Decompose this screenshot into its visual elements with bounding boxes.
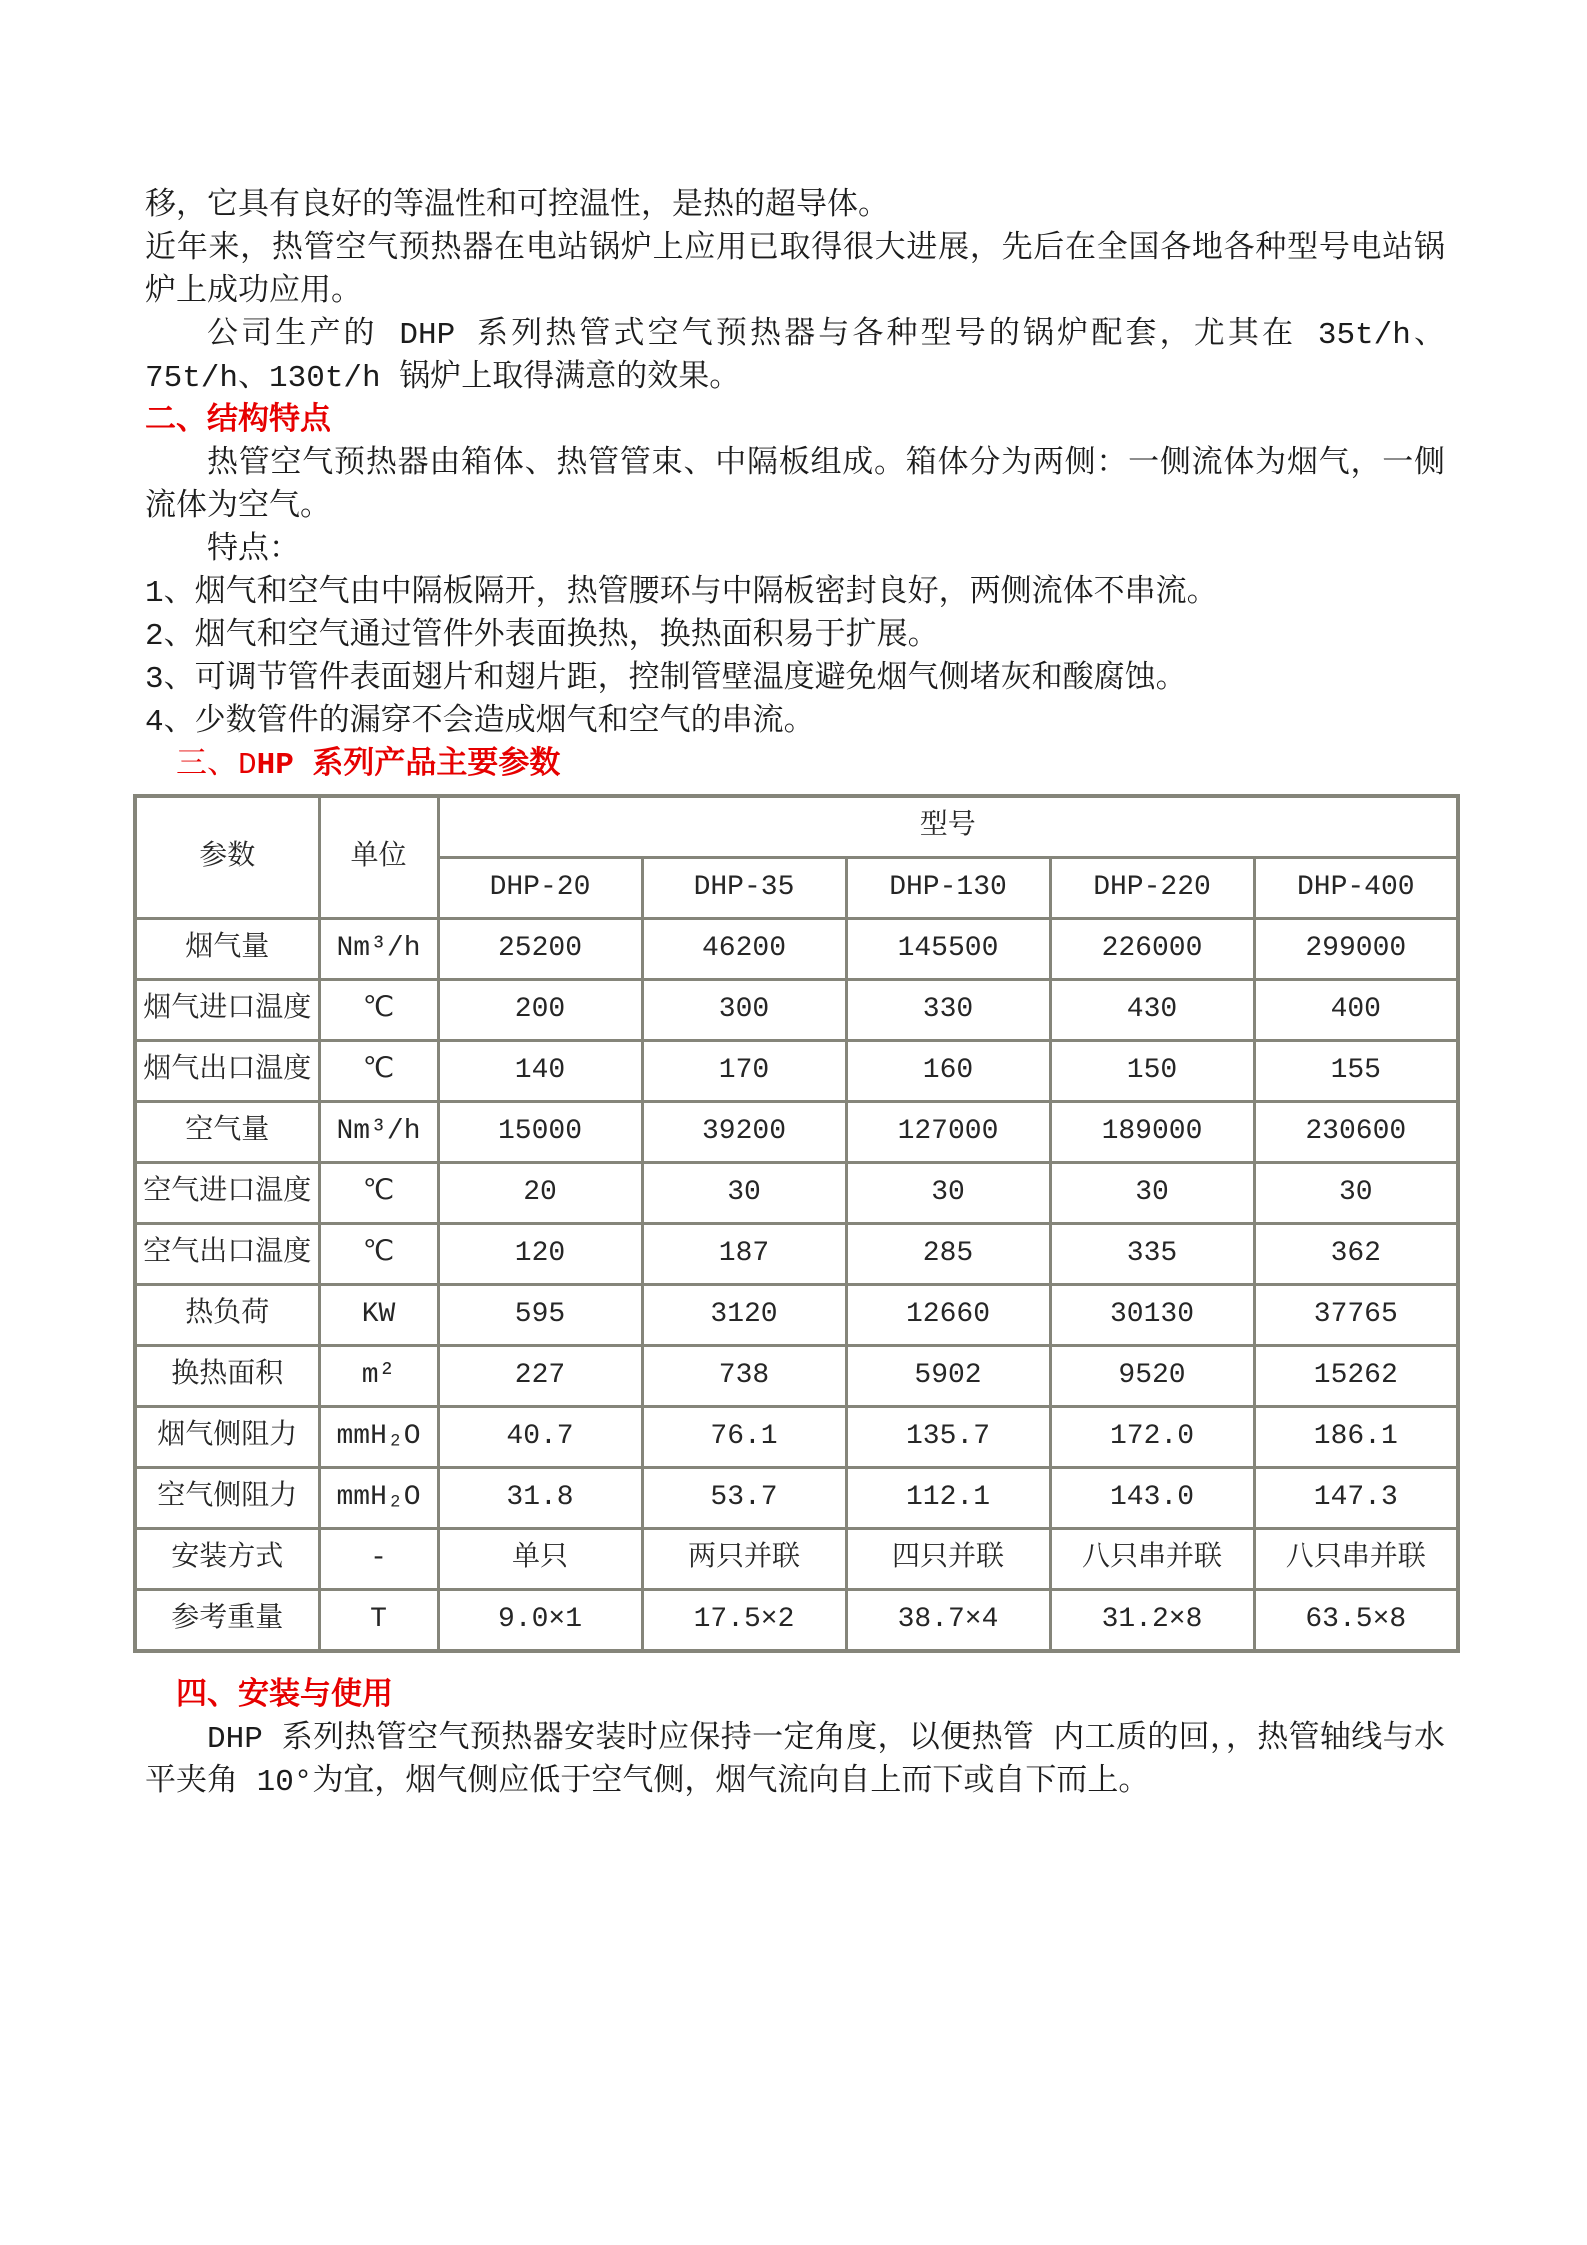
- value-cell: 25200: [438, 919, 642, 980]
- section-heading-3-prefix: 三、D: [176, 748, 257, 783]
- param-cell: 空气进口温度: [135, 1163, 319, 1224]
- value-cell: 两只并联: [642, 1529, 846, 1590]
- model-header-dhp-220: DHP-220: [1050, 858, 1254, 919]
- value-cell: 20: [438, 1163, 642, 1224]
- value-cell: 300: [642, 980, 846, 1041]
- parameters-table: [133, 794, 1460, 1653]
- value-cell: 140: [438, 1041, 642, 1102]
- value-cell: 9.0×1: [438, 1590, 642, 1652]
- feature-item-4: 4、少数管件的漏穿不会造成烟气和空气的串流。: [145, 705, 815, 740]
- value-cell: 112.1: [846, 1468, 1050, 1529]
- value-cell: 330: [846, 980, 1050, 1041]
- value-cell: 145500: [846, 919, 1050, 980]
- value-cell: 40.7: [438, 1407, 642, 1468]
- value-cell: 172.0: [1050, 1407, 1254, 1468]
- value-cell: 39200: [642, 1102, 846, 1163]
- value-cell: 186.1: [1254, 1407, 1458, 1468]
- paragraph-recent-progress: 近年来，热管空气预热器在电站锅炉上应用已取得很大进展，先后在全国各地各种型号电站锅炉上成功应用。: [145, 232, 1445, 310]
- value-cell: 31.8: [438, 1468, 642, 1529]
- table-row: [135, 1163, 1458, 1224]
- value-cell: 15000: [438, 1102, 642, 1163]
- paragraph-lead: 移，它具有良好的等温性和可控温性，是热的超导体。: [145, 189, 889, 224]
- value-cell: 八只串并联: [1050, 1529, 1254, 1590]
- unit-cell: ℃: [319, 980, 438, 1041]
- value-cell: 四只并联: [846, 1529, 1050, 1590]
- model-group-header: 型号: [438, 796, 1458, 858]
- table-row: [135, 1041, 1458, 1102]
- value-cell: 299000: [1254, 919, 1458, 980]
- value-cell: 37765: [1254, 1285, 1458, 1346]
- table-row: [135, 1102, 1458, 1163]
- param-cell: 烟气进口温度: [135, 980, 319, 1041]
- value-cell: 38.7×4: [846, 1590, 1050, 1652]
- unit-cell: m²: [319, 1346, 438, 1407]
- value-cell: 335: [1050, 1224, 1254, 1285]
- table-row: [135, 1407, 1458, 1468]
- table-row: [135, 1285, 1458, 1346]
- value-cell: 227: [438, 1346, 642, 1407]
- model-header-dhp-35: DHP-35: [642, 858, 846, 919]
- value-cell: 362: [1254, 1224, 1458, 1285]
- value-cell: 738: [642, 1346, 846, 1407]
- value-cell: 76.1: [642, 1407, 846, 1468]
- value-cell: 30: [1050, 1163, 1254, 1224]
- table-row: [135, 1468, 1458, 1529]
- value-cell: 17.5×2: [642, 1590, 846, 1652]
- unit-cell: ℃: [319, 1224, 438, 1285]
- table-row: [135, 919, 1458, 980]
- param-cell: 烟气侧阻力: [135, 1407, 319, 1468]
- unit-column-header: 单位: [319, 796, 438, 919]
- value-cell: 147.3: [1254, 1468, 1458, 1529]
- value-cell: 170: [642, 1041, 846, 1102]
- feature-list: [145, 572, 1445, 744]
- value-cell: 143.0: [1050, 1468, 1254, 1529]
- unit-cell: KW: [319, 1285, 438, 1346]
- model-header-dhp-130: DHP-130: [846, 858, 1050, 919]
- section-heading-3: [176, 744, 1445, 787]
- table-row: [135, 980, 1458, 1041]
- paragraph-company-products: 公司生产的 DHP 系列热管式空气预热器与各种型号的锅炉配套，尤其在 35t/h、75t/h、130t/h 锅炉上取得满意的效果。: [145, 318, 1445, 396]
- unit-cell: Nm³/h: [319, 919, 438, 980]
- value-cell: 200: [438, 980, 642, 1041]
- value-cell: 127000: [846, 1102, 1050, 1163]
- param-cell: 空气出口温度: [135, 1224, 319, 1285]
- value-cell: 187: [642, 1224, 846, 1285]
- param-cell: 烟气量: [135, 919, 319, 980]
- value-cell: 226000: [1050, 919, 1254, 980]
- unit-cell: Nm³/h: [319, 1102, 438, 1163]
- unit-cell: -: [319, 1529, 438, 1590]
- value-cell: 3120: [642, 1285, 846, 1346]
- features-label: 特点：: [207, 533, 300, 568]
- value-cell: 30: [846, 1163, 1050, 1224]
- param-cell: 换热面积: [135, 1346, 319, 1407]
- value-cell: 150: [1050, 1041, 1254, 1102]
- table-row: [135, 1529, 1458, 1590]
- value-cell: 30: [1254, 1163, 1458, 1224]
- feature-item-1: 1、烟气和空气由中隔板隔开，热管腰环与中隔板密封良好，两侧流体不串流。: [145, 576, 1218, 611]
- table-row: [135, 1224, 1458, 1285]
- section-heading-4: 四、安装与使用: [176, 1679, 393, 1714]
- feature-item-2: 2、烟气和空气通过管件外表面换热，换热面积易于扩展。: [145, 619, 939, 654]
- table-row: [135, 1346, 1458, 1407]
- value-cell: 230600: [1254, 1102, 1458, 1163]
- section-heading-3-title: HP 系列产品主要参数: [256, 748, 561, 783]
- model-header-dhp-400: DHP-400: [1254, 858, 1458, 919]
- value-cell: 30130: [1050, 1285, 1254, 1346]
- feature-item-3: 3、可调节管件表面翅片和翅片距，控制管壁温度避免烟气侧堵灰和酸腐蚀。: [145, 662, 1187, 697]
- value-cell: 160: [846, 1041, 1050, 1102]
- document-body: [145, 185, 1445, 1804]
- value-cell: 15262: [1254, 1346, 1458, 1407]
- param-cell: 热负荷: [135, 1285, 319, 1346]
- param-cell: 参考重量: [135, 1590, 319, 1652]
- param-cell: 空气量: [135, 1102, 319, 1163]
- value-cell: 八只串并联: [1254, 1529, 1458, 1590]
- value-cell: 9520: [1050, 1346, 1254, 1407]
- value-cell: 120: [438, 1224, 642, 1285]
- value-cell: 135.7: [846, 1407, 1050, 1468]
- value-cell: 595: [438, 1285, 642, 1346]
- value-cell: 5902: [846, 1346, 1050, 1407]
- param-cell: 烟气出口温度: [135, 1041, 319, 1102]
- value-cell: 12660: [846, 1285, 1050, 1346]
- value-cell: 30: [642, 1163, 846, 1224]
- paragraph-installation: DHP 系列热管空气预热器安装时应保持一定角度，以便热管 内工质的回，，热管轴线与水平夹角 10°为宜，烟气侧应低于空气侧，烟气流向自上而下或自下而上。: [145, 1722, 1445, 1800]
- unit-cell: ℃: [319, 1041, 438, 1102]
- table-body: [135, 919, 1458, 1652]
- value-cell: 31.2×8: [1050, 1590, 1254, 1652]
- value-cell: 单只: [438, 1529, 642, 1590]
- value-cell: 285: [846, 1224, 1050, 1285]
- value-cell: 400: [1254, 980, 1458, 1041]
- value-cell: 430: [1050, 980, 1254, 1041]
- paragraph-structure: 热管空气预热器由箱体、热管管束、中隔板组成。箱体分为两侧：一侧流体为烟气，一侧流体为空气。: [145, 447, 1445, 525]
- unit-cell: ℃: [319, 1163, 438, 1224]
- section-heading-2: 二、结构特点: [145, 404, 331, 439]
- value-cell: 155: [1254, 1041, 1458, 1102]
- param-cell: 安装方式: [135, 1529, 319, 1590]
- table-header-row-1: [135, 796, 1458, 858]
- value-cell: 46200: [642, 919, 846, 980]
- param-cell: 空气侧阻力: [135, 1468, 319, 1529]
- value-cell: 63.5×8: [1254, 1590, 1458, 1652]
- value-cell: 189000: [1050, 1102, 1254, 1163]
- param-column-header: 参数: [135, 796, 319, 919]
- table-row: [135, 1590, 1458, 1652]
- unit-cell: mmH₂O: [319, 1407, 438, 1468]
- model-header-dhp-20: DHP-20: [438, 858, 642, 919]
- unit-cell: mmH₂O: [319, 1468, 438, 1529]
- unit-cell: T: [319, 1590, 438, 1652]
- value-cell: 53.7: [642, 1468, 846, 1529]
